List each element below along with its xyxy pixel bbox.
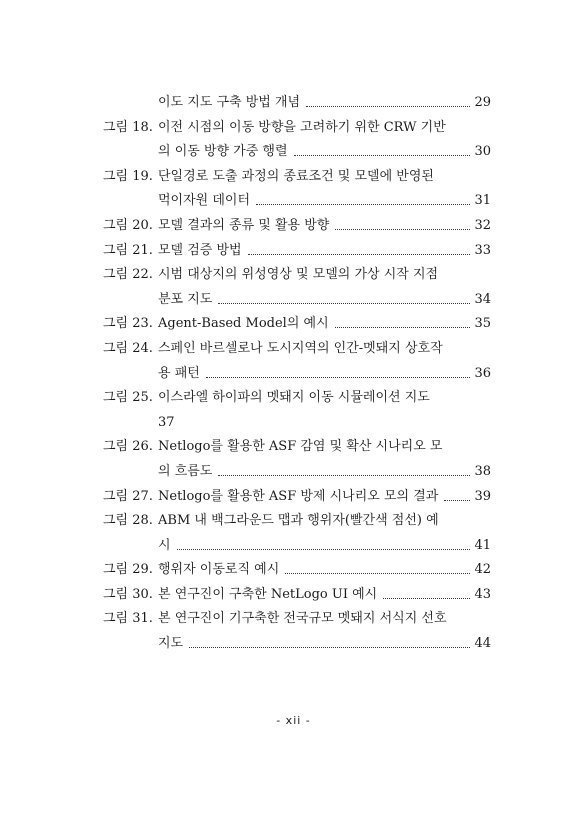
figure-title: 용 패턴 (158, 365, 200, 381)
figure-title: 시 (158, 537, 171, 553)
toc-entry-continuation (103, 189, 491, 214)
page-number: 29 (474, 95, 491, 110)
dot-leader (335, 327, 470, 328)
dot-leader (248, 254, 470, 255)
page-number: 41 (474, 537, 491, 553)
toc-entry-continuation (103, 288, 491, 313)
toc-entry (103, 239, 491, 264)
figure-number: 그림 23. (103, 316, 153, 332)
figure-title: 분포 지도 (158, 291, 213, 307)
figure-title: 본 연구진이 기구축한 전국규모 멧돼지 서식지 선호 (158, 611, 447, 627)
figure-title: 의 이동 방향 가중 행렬 (158, 144, 288, 160)
toc-entry (103, 558, 491, 583)
figure-title: 37 (158, 414, 175, 430)
page-number: 38 (474, 463, 491, 479)
figure-number: 그림 27. (103, 488, 153, 504)
page-number: 42 (474, 562, 491, 578)
toc-entry (103, 607, 491, 632)
figure-title: Netlogo를 활용한 ASF 감염 및 확산 시나리오 모 (158, 439, 443, 455)
page-number: 36 (474, 365, 491, 381)
page-number: 33 (474, 242, 491, 258)
dot-leader (294, 155, 470, 156)
figure-title: 이전 시점의 이동 방향을 고려하기 위한 CRW 기반 (158, 119, 446, 135)
figure-number: 그림 29. (103, 562, 153, 578)
figure-number: 그림 28. (103, 513, 153, 529)
dot-leader (335, 229, 470, 230)
toc-entry (103, 91, 491, 116)
page-number: 30 (474, 144, 491, 160)
figure-number: 그림 26. (103, 439, 153, 455)
toc-entry (103, 583, 491, 608)
figure-number: 그림 25. (103, 390, 153, 406)
figure-title: Netlogo를 활용한 ASF 방제 시나리오 모의 결과 (158, 488, 439, 504)
figure-title: 모델 검증 방법 (158, 242, 242, 258)
toc-entry-continuation (103, 460, 491, 485)
dot-leader (256, 204, 470, 205)
dot-leader (306, 106, 470, 107)
page-number: 39 (474, 488, 491, 504)
toc-entry-continuation (103, 411, 491, 436)
figure-title: 스페인 바르셀로나 도시지역의 인간-멧돼지 상호작 (158, 340, 443, 356)
toc-entry (103, 116, 491, 141)
figure-number: 그림 31. (103, 611, 153, 627)
figure-title: 본 연구진이 구축한 NetLogo UI 예시 (158, 586, 378, 602)
figure-number: 그림 21. (103, 242, 153, 258)
figure-title: 행위자 이동로직 예시 (158, 562, 280, 578)
dot-leader (218, 303, 470, 304)
dot-leader (218, 475, 470, 476)
toc-entry (103, 485, 491, 510)
toc-entry (103, 165, 491, 190)
toc-entry (103, 435, 491, 460)
figure-title: 시범 대상지의 위성영상 및 모델의 가상 시작 지점 (158, 267, 439, 283)
page-number: 34 (474, 291, 491, 307)
figure-number: 그림 30. (103, 586, 153, 602)
toc-entry (103, 263, 491, 288)
toc-entry (103, 386, 491, 411)
figure-title: 단일경로 도출 과정의 종료조건 및 모델에 반영된 (158, 168, 434, 184)
figure-title: 지도 (158, 636, 184, 652)
toc-entry (103, 214, 491, 239)
toc-entry-continuation (103, 632, 491, 657)
figure-title: Agent-Based Model의 예시 (158, 316, 329, 332)
page-number-footer: - xii - (276, 714, 311, 727)
page-number: 31 (474, 193, 491, 209)
dot-leader (177, 549, 470, 550)
toc-entry (103, 312, 491, 337)
figure-title: 의 흐름도 (158, 463, 213, 479)
figure-title: 먹이자원 데이터 (158, 193, 251, 209)
figure-number: 그림 24. (103, 340, 153, 356)
page-number: 32 (474, 217, 491, 233)
figure-number: 그림 22. (103, 267, 153, 283)
dot-leader (444, 500, 470, 501)
figure-title: ABM 내 백그라운드 맵과 행위자(빨간색 점선) 예 (158, 513, 439, 529)
toc-entry-continuation (103, 362, 491, 387)
page-number: 35 (474, 316, 491, 332)
dot-leader (285, 573, 470, 574)
figure-number: 그림 18. (103, 119, 153, 135)
dot-leader (189, 647, 470, 648)
toc-entry-continuation (103, 534, 491, 559)
figure-number: 그림 20. (103, 217, 153, 233)
figure-title: 모델 결과의 종류 및 활용 방향 (158, 217, 330, 233)
page-number: 44 (474, 636, 491, 652)
figure-title: 이도 지도 구축 방법 개념 (158, 95, 301, 110)
page-number: 43 (474, 586, 491, 602)
toc-entry (103, 337, 491, 362)
figure-title: 이스라엘 하이파의 멧돼지 이동 시뮬레이션 지도 (158, 390, 430, 406)
dot-leader (383, 598, 470, 599)
toc-entry-continuation (103, 140, 491, 165)
figure-number: 그림 19. (103, 168, 153, 184)
toc-entry (103, 509, 491, 534)
dot-leader (206, 377, 470, 378)
list-of-figures (103, 91, 491, 657)
